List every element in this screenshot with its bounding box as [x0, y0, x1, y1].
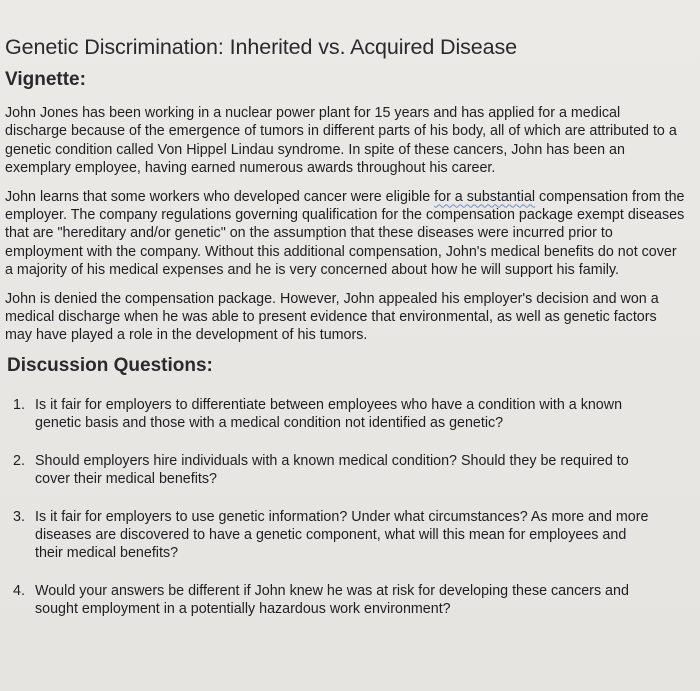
question-number: 3. [13, 508, 25, 525]
question-text: Is it fair for employers to use genetic information? Under what circumstances? As more and more diseases are discovered to have a genetic component, what will this mean for employees and their medical benefits? [35, 508, 649, 562]
discussion-question-3 [5, 508, 686, 563]
discussion-question-2 [5, 452, 686, 489]
discussion-heading: Discussion Questions: [7, 354, 213, 376]
question-number: 2. [13, 452, 25, 469]
vignette-paragraph-2 [5, 188, 686, 280]
document-title: Genetic Discrimination: Inherited vs. Acquired Disease [5, 35, 518, 59]
question-text: Is it fair for employers to differentiate between employees who have a condition with a known genetic basis and those with a medical condition not identified as genetic? [35, 396, 623, 432]
discussion-question-4 [5, 582, 686, 619]
vignette-paragraph-2-end: compensation from the employer. The company regulations governing qualification for the compensation package exempt diseases that are "hereditary and/or genetic" on the assumption that these diseases were incurred prior to employment with the company. Without this additional compensation, John's medical benefits do not cover a majority of his medical expenses and he is very concerned about how he will support his family. [5, 188, 685, 279]
question-text: Should employers hire individuals with a known medical condition? Should they be required to cover their medical benefits? [35, 452, 629, 488]
vignette-heading: Vignette: [5, 69, 86, 90]
question-text: Would your answers be different if John knew he was at risk for developing these cancers and sought employment in a potentially hazardous work environment? [35, 582, 629, 618]
spellcheck-underlined-phrase: for a substantial [434, 188, 536, 205]
vignette-paragraph-3: John is denied the compensation package. However, John appealed his employer's decision and won a medical discharge when he was able to present evidence that environmental, as well as genetic factors may have played a role in the development of his tumors. [5, 290, 659, 344]
question-number: 4. [13, 582, 25, 599]
question-number: 1. [13, 396, 25, 413]
discussion-question-1 [5, 396, 686, 433]
discussion-question-list [5, 396, 686, 619]
vignette-paragraph-1: John Jones has been working in a nuclear power plant for 15 years and has applied for a medical discharge because of the emergence of tumors in different parts of his body, all of which are attributed to a genetic condition called Von Hippel Lindau syndrome. In spite of these cancers, John has been an exemplary employee, having earned numerous awards throughout his career. [5, 105, 677, 177]
vignette-paragraph-2-start: John learns that some workers who developed cancer were eligible [5, 188, 435, 205]
